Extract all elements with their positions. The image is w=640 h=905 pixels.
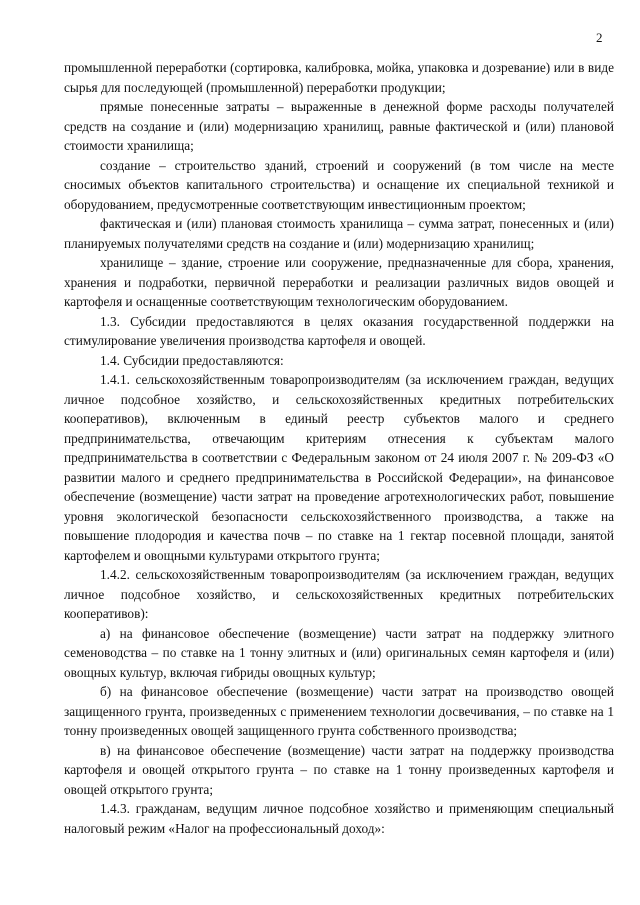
paragraph-continuation: промышленной переработки (сортировка, калибровка, мойка, упаковка и дозревание) или в виде сырья для последующей (промышленной) переработки продукции; — [64, 60, 614, 95]
paragraph-1-4-2-v: в) на финансовое обеспечение (возмещение) части затрат на поддержку производства картофеля и овощей открытого грунта – по ставке на 1 тонну произведенных картофеля и овощей открытого грунта; — [64, 742, 614, 797]
paragraph-1-4-3: 1.4.3. гражданам, ведущим личное подсобное хозяйство и применяющим специальный налоговый режим «Налог на профессиональный доход»: — [64, 801, 614, 836]
document-body — [64, 58, 614, 838]
paragraph-1-4-1: 1.4.1. сельскохозяйственным товаропроизводителям (за исключением граждан, ведущих личное подсобное хозяйство, и сельскохозяйственных кредитных потребительских кооперативов), включенным в единый реестр субъектов малого и среднего предпринимательства, отвечающим критериям отнесения к субъектам малого предпринимательства в соответствии с Федеральным законом от 24 июля 2007 г. № 209-ФЗ «О развитии малого и среднего предпринимательства в Российской Федерации», на финансовое обеспечение (возмещение) части затрат на проведение агротехнологических работ, повышение уровня экологической безопасности сельскохозяйственного производства, а также на повышение плодородия и качества почв – по ставке на 1 гектар посевной площади, занятой картофелем и овощными культурами открытого грунта; — [64, 372, 614, 563]
paragraph-definition-creation: создание – строительство зданий, строений и сооружений (в том числе на месте сносимых объектов капитального строительства) и оснащение их специальной техникой и оборудованием, предусмотренные соответствующим инвестиционным проектом; — [64, 157, 614, 212]
paragraph-definition-storage-cost: фактическая и (или) плановая стоимость хранилища – сумма затрат, понесенных и (или) планируемых получателями средств на создание и (или) модернизацию хранилищ; — [64, 216, 614, 251]
paragraph-definition-storage: хранилище – здание, строение или сооружение, предназначенные для сбора, хранения, хранения и подработки, первичной переработки и реализации различных видов овощей и картофеля и оснащенные соответствующим технологическим оборудованием. — [64, 255, 614, 309]
paragraph-1-4-2-b: б) на финансовое обеспечение (возмещение) части затрат на производство овощей защищенного грунта, произведенных с применением технологии досвечивания, – по ставке на 1 тонну произведенных овощей защищенного грунта собственного производства; — [64, 684, 614, 738]
paragraph-1-4-2: 1.4.2. сельскохозяйственным товаропроизводителям (за исключением граждан, ведущих личное подсобное хозяйство, и сельскохозяйственных кредитных потребительских кооперативов): — [64, 567, 614, 621]
page-number: 2 — [596, 30, 603, 45]
paragraph-1-4: 1.4. Субсидии предоставляются: — [100, 352, 284, 368]
paragraph-definition-direct-costs: прямые понесенные затраты – выраженные в денежной форме расходы получателей средств на создание и (или) модернизацию хранилищ, равные фактической и (или) плановой стоимости хранилища; — [64, 99, 614, 153]
paragraph-1-4-2-a: а) на финансовое обеспечение (возмещение) части затрат на поддержку элитного семеноводства – по ставке на 1 тонну элитных и (или) оригинальных семян картофеля и (или) овощных культур, включая гибриды овощных культур; — [64, 625, 614, 680]
paragraph-1-3: 1.3. Субсидии предоставляются в целях оказания государственной поддержки на стимулирование увеличения производства картофеля и овощей. — [64, 313, 614, 348]
